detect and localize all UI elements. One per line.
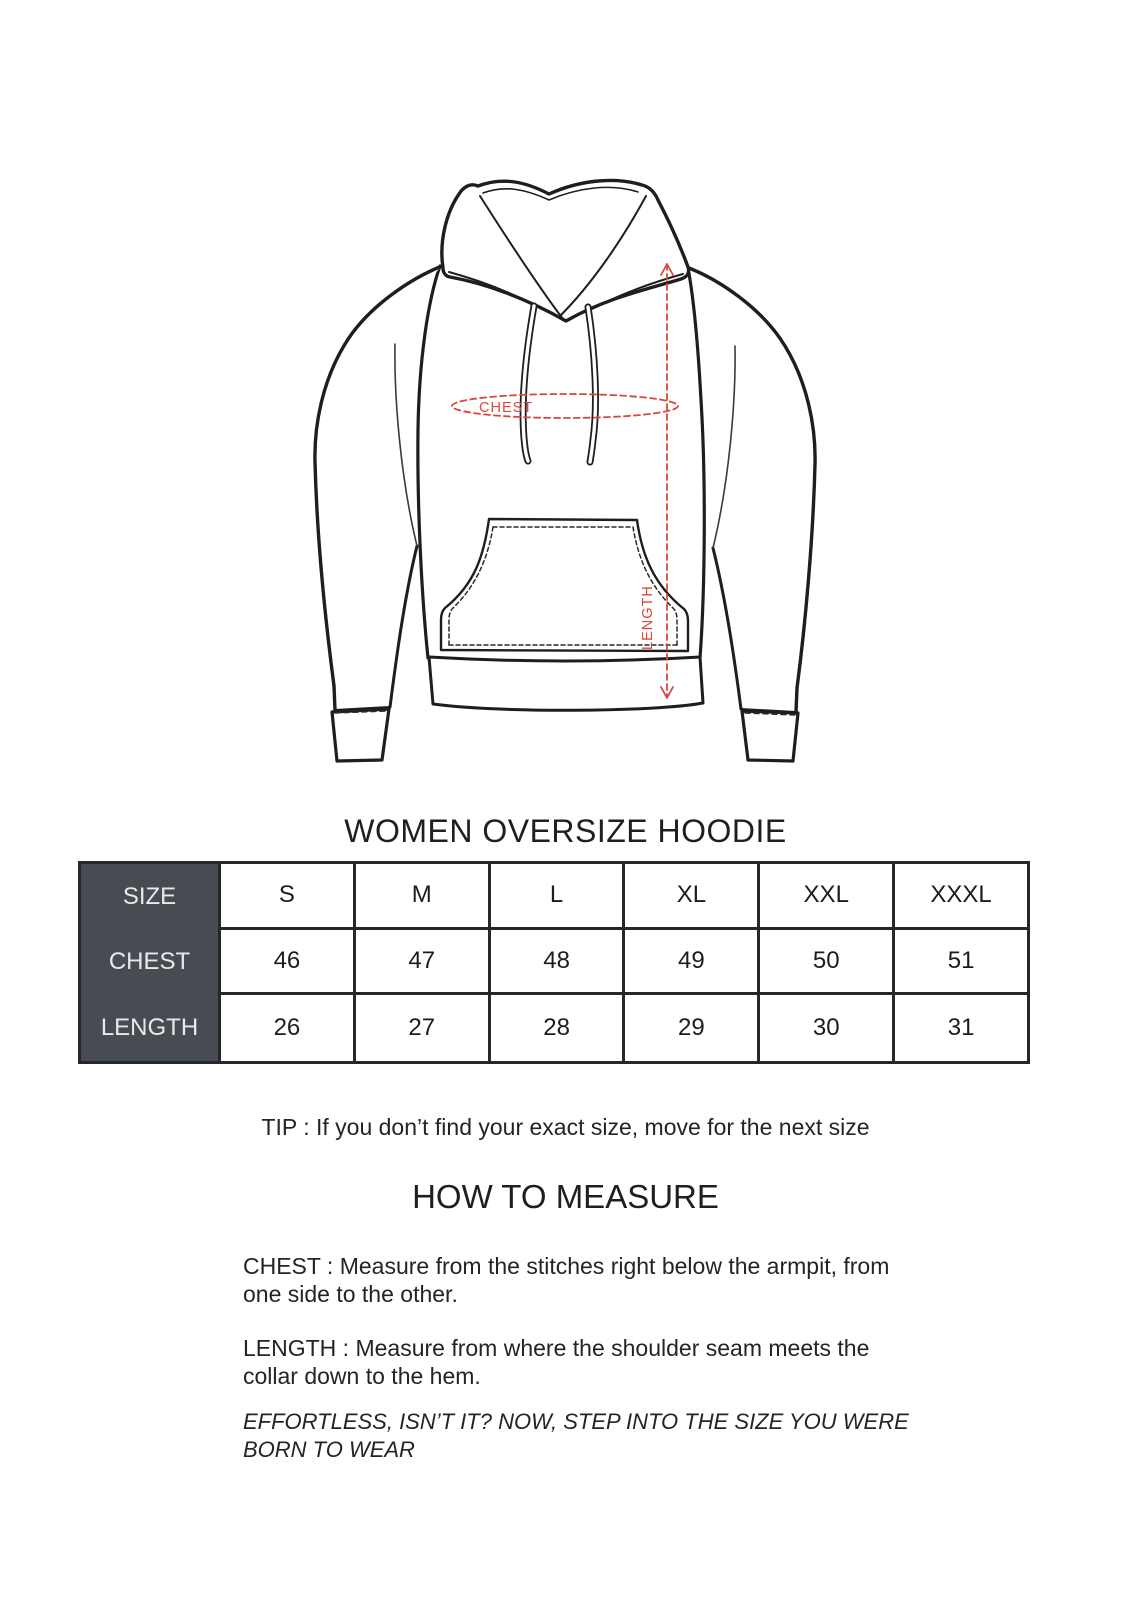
size-table-cell: 28 <box>488 995 623 1061</box>
closing-tagline <box>243 1408 963 1464</box>
hoodie-technical-drawing <box>280 150 860 780</box>
how-to-measure-heading: HOW TO MEASURE <box>412 1178 719 1215</box>
length-annotation-label: LENGTH <box>640 585 656 650</box>
size-table-cell: 30 <box>757 995 892 1061</box>
right-cuff <box>742 711 798 761</box>
size-table-cell: 49 <box>622 930 757 996</box>
closing-tagline-line: EFFORTLESS, ISN’T IT? NOW, STEP INTO THE SIZE YOU WERE <box>243 1409 909 1434</box>
hoodie-diagram <box>280 150 860 780</box>
size-table-row-header: SIZE <box>81 864 218 930</box>
page-title: WOMEN OVERSIZE HOODIE <box>344 813 787 849</box>
size-table-cell: XL <box>622 864 757 930</box>
closing-tagline-line: BORN TO WEAR <box>243 1437 415 1462</box>
left-cuff <box>332 709 389 761</box>
size-table-cell: S <box>218 864 353 930</box>
chest-instruction-line: one side to the other. <box>243 1281 458 1307</box>
chest-instruction-line: CHEST : Measure from the stitches right below the armpit, from <box>243 1253 890 1279</box>
size-table-cell: L <box>488 864 623 930</box>
size-table-row-header: CHEST <box>81 930 218 996</box>
size-table-cell: 46 <box>218 930 353 996</box>
length-instruction-line: LENGTH : Measure from where the shoulder seam meets the <box>243 1335 870 1361</box>
size-table-cell: 47 <box>353 930 488 996</box>
size-table-cell: 29 <box>622 995 757 1061</box>
chest-instruction <box>243 1252 963 1308</box>
size-table-cell: XXXL <box>892 864 1027 930</box>
size-table-cell: 26 <box>218 995 353 1061</box>
length-instruction <box>243 1334 963 1390</box>
size-table-cell: M <box>353 864 488 930</box>
size-table <box>78 861 1030 1064</box>
size-table-cell: 48 <box>488 930 623 996</box>
size-tip-text: TIP : If you don’t find your exact size, move for the next size <box>261 1114 870 1140</box>
size-table-cell: 31 <box>892 995 1027 1061</box>
size-table-cell: 50 <box>757 930 892 996</box>
size-table-cell: 27 <box>353 995 488 1061</box>
hem-band <box>429 657 703 710</box>
chest-annotation-label: CHEST <box>479 400 534 416</box>
length-instruction-line: collar down to the hem. <box>243 1363 481 1389</box>
hoodie-right-sleeve <box>689 268 815 712</box>
size-table-row-header: LENGTH <box>81 995 218 1061</box>
size-table-cell: 51 <box>892 930 1027 996</box>
size-table-cell: XXL <box>757 864 892 930</box>
